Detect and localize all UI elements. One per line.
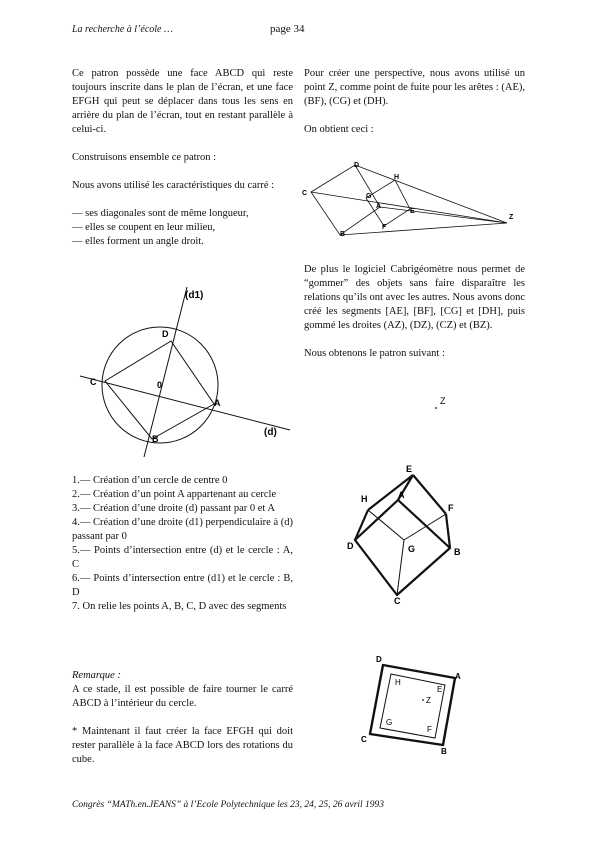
- step-5: 5.— Points d’intersection entre (d) et le cercle : A, C: [72, 545, 293, 570]
- running-title: La recherche à l’école …: [72, 24, 173, 35]
- label-B: B: [454, 547, 461, 557]
- label-C: C: [90, 377, 97, 387]
- cube-figure: [340, 390, 490, 610]
- label-B: B: [340, 231, 346, 238]
- label-d1: (d1): [185, 290, 204, 301]
- label-O: 0: [157, 380, 163, 390]
- square-properties-list: [72, 207, 293, 249]
- remarks-section: [72, 669, 293, 781]
- page-number: page 34: [270, 23, 305, 35]
- label-B: B: [441, 747, 447, 756]
- step-1: 1.— Création d’un cercle de centre 0: [72, 475, 228, 486]
- label-H: H: [361, 494, 368, 504]
- label-F: F: [427, 725, 432, 734]
- label-G: G: [386, 718, 393, 727]
- intro-paragraph: Ce patron possède une face ABCD qui reste toujours inscrite dans le plan de l’écran, et une face EFGH qui peut se déplacer dans tous les sens en arrière du plan de l’écran, tout en restant parallèle à celui-ci.: [72, 68, 293, 135]
- label-Z: Z: [440, 396, 446, 406]
- label-G: G: [366, 193, 372, 200]
- label-D: D: [162, 329, 169, 339]
- label-C: C: [302, 190, 308, 197]
- construisons-paragraph: Construisons ensemble ce patron :: [72, 152, 217, 163]
- perspective-figure: [300, 155, 525, 250]
- label-C: C: [394, 596, 401, 606]
- footer: Congrès “MATh.en.JEANS” à l’Ecole Polytechnique les 23, 24, 25, 26 avril 1993: [72, 800, 385, 810]
- obtient-paragraph: On obtient ceci :: [304, 124, 374, 135]
- label-E: E: [437, 685, 443, 694]
- list-item: — elles se coupent en leur milieu,: [72, 222, 216, 233]
- remarque-title: Remarque :: [72, 670, 121, 681]
- cabri-paragraph-block: [304, 263, 525, 375]
- label-E: E: [406, 464, 413, 474]
- right-column: [304, 67, 525, 151]
- label-F: F: [448, 503, 454, 513]
- label-A: A: [398, 490, 405, 500]
- label-Z: Z: [509, 214, 514, 221]
- step-3: 3.— Création d’une droite (d) passant par 0 et A: [72, 503, 275, 514]
- label-E: E: [410, 208, 415, 215]
- perspective-paragraph: Pour créer une perspective, nous avons utilisé un point Z, comme point de fuite pour les arêtes : (AE), (BF), (CG) et (DH).: [304, 68, 525, 107]
- label-A: A: [214, 398, 221, 408]
- label-d: (d): [264, 427, 277, 438]
- label-A: A: [455, 672, 461, 681]
- step-7: 7. On relie les points A, B, C, D avec des segments: [72, 601, 287, 612]
- obtenons-paragraph: Nous obtenons le patron suivant :: [304, 348, 445, 359]
- remarque-text: A ce stade, il est possible de faire tourner le carré ABCD à l’intérieur du cercle.: [72, 684, 293, 709]
- list-item: — elles forment un angle droit.: [72, 236, 204, 247]
- list-item: — ses diagonales sont de même longueur,: [72, 208, 249, 219]
- construction-steps: [72, 474, 293, 614]
- label-H: H: [395, 678, 401, 687]
- label-D: D: [347, 541, 354, 551]
- step-2: 2.— Création d’un point A appartenant au cercle: [72, 489, 277, 500]
- label-C: C: [361, 735, 367, 744]
- square-view-figure: [355, 650, 475, 760]
- step-4: 4.— Création d’une droite (d1) perpendiculaire à (d) passant par 0: [72, 517, 293, 542]
- left-column: [72, 67, 293, 249]
- step-6: 6.— Points d’intersection entre (d1) et le cercle : B, D: [72, 573, 293, 598]
- label-G: G: [408, 544, 416, 554]
- label-Z: Z: [426, 696, 431, 705]
- nous-avons-paragraph: Nous avons utilisé les caractéristiques du carré :: [72, 180, 275, 191]
- label-H: H: [394, 174, 400, 181]
- circle-construction-figure: [72, 282, 302, 462]
- label-A: A: [376, 203, 382, 210]
- label-B: B: [152, 434, 159, 444]
- label-F: F: [382, 224, 387, 231]
- maintenant-paragraph: * Maintenant il faut créer la face EFGH qui doit rester parallèle à la face ABCD lors des rotations du cube.: [72, 726, 293, 765]
- label-D: D: [354, 162, 360, 169]
- label-D: D: [376, 655, 382, 664]
- cabri-paragraph: De plus le logiciel Cabrigéomètre nous permet de “gommer” des objets sans faire disparaître les relations qu’ils ont avec les autres. Nous avons donc créé les segments [AE], [BF], [CG] et [DH], puis gommé les droites (AZ), (DZ), (CZ) et (BZ).: [304, 264, 525, 331]
